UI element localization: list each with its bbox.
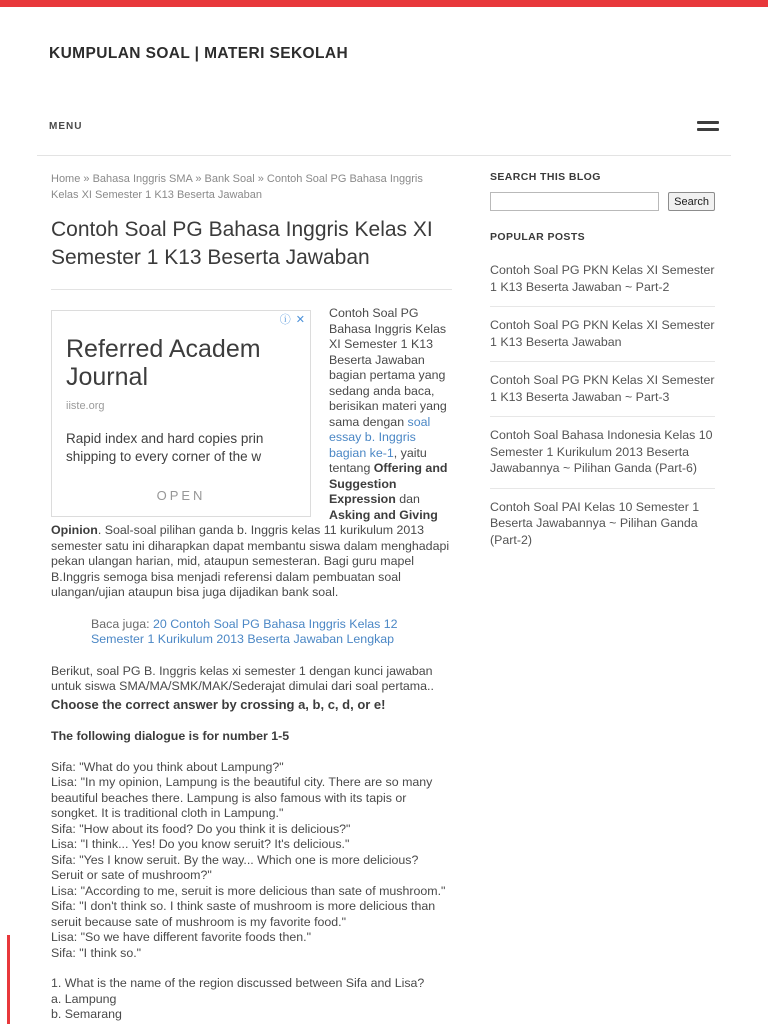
adchoices-icon[interactable]: ⓘ xyxy=(279,314,291,326)
dialogue-line: Sifa: "How about its food? Do you think it is delicious?" xyxy=(51,821,351,836)
content-area xyxy=(37,156,731,1023)
search-widget xyxy=(490,171,715,211)
answer-option: a. Lampung xyxy=(51,991,117,1006)
main-column xyxy=(51,171,452,1023)
dialogue-line: Sifa: "Yes I know seruit. By the way... Which one is more delicious? Seruit or sate of mushroom?" xyxy=(51,852,419,882)
breadcrumb-link[interactable]: Bank Soal xyxy=(204,173,255,185)
breadcrumb-separator: » xyxy=(83,173,90,185)
bold-opinion: Asking and Giving Opinion xyxy=(51,507,438,537)
breadcrumb-item xyxy=(205,173,267,185)
popular-posts-list xyxy=(490,252,715,559)
ad-body-text: Rapid index and hard copies prin shipping to every corner of the w xyxy=(66,430,264,464)
popular-post-link[interactable]: Contoh Soal PAI Kelas 10 Semester 1 Beserta Jawabannya ~ Pilihan Ganda (Part-2) xyxy=(490,499,700,547)
popular-posts-heading: POPULAR POSTS xyxy=(490,231,586,243)
answer-option: b. Semarang xyxy=(51,1007,122,1021)
baca-juga xyxy=(91,617,452,648)
dialogue-line: Sifa: "What do you think about Lampung?" xyxy=(51,759,284,774)
intro-paragraph xyxy=(51,306,452,601)
breadcrumb-link[interactable]: Bahasa Inggris SMA xyxy=(92,173,193,185)
ad-close-icon[interactable]: ✕ xyxy=(295,314,305,326)
post-body xyxy=(51,306,452,1023)
popular-post-link[interactable]: Contoh Soal PG PKN Kelas XI Semester 1 K13 Beserta Jawaban xyxy=(490,307,715,362)
menu-bar xyxy=(37,105,731,156)
berikut-paragraph: Berikut, soal PG B. Inggris kelas xi semester 1 dengan kunci jawaban untuk siswa SMA/MA/SMK/MAK/Sederajat dimulai dari soal pertama.. xyxy=(51,663,434,693)
question-text: 1. What is the name of the region discussed between Sifa and Lisa? xyxy=(51,976,425,990)
dialogue-line: Lisa: "According to me, seruit is more delicious than sate of mushroom." xyxy=(51,883,446,898)
breadcrumb-item xyxy=(93,173,205,185)
dialogue-line: Sifa: "I don't think so. I think saste of mushroom is more delicious than seruit because sate of mushroom is my favorite food." xyxy=(51,899,436,929)
sidebar xyxy=(490,171,715,1023)
post-title: Contoh Soal PG Bahasa Inggris Kelas XI Semester 1 K13 Beserta Jawaban xyxy=(51,216,452,290)
dialogue-line: Lisa: "In my opinion, Lampung is the beautiful city. There are so many beautiful beaches there. Lampung is also famous with its tapis or songket. It is traditional cloth in Lampung." xyxy=(51,775,433,820)
bold-offering: Offering and Suggestion Expression xyxy=(329,461,448,506)
hamburger-icon[interactable] xyxy=(697,115,719,137)
dialogue-line: Sifa: "I think so." xyxy=(51,945,142,960)
ad-open-button[interactable]: OPEN xyxy=(156,487,206,503)
menu-button[interactable]: MENU xyxy=(49,120,83,132)
dialogue-block xyxy=(51,760,452,962)
top-accent-bar xyxy=(0,0,768,7)
dialogue-line: Lisa: "So we have different favorite foods then." xyxy=(51,930,311,944)
left-edge-accent-bar xyxy=(7,935,10,1024)
soal-essay-link[interactable]: soal essay b. Inggris bagian ke-1 xyxy=(329,414,431,460)
popular-post-link[interactable]: Contoh Soal PG PKN Kelas XI Semester 1 K13 Beserta Jawaban ~ Part-2 xyxy=(490,252,715,307)
breadcrumb-item xyxy=(51,173,93,185)
popular-posts-widget xyxy=(490,231,715,559)
ad-domain: iiste.org xyxy=(66,400,105,412)
intro-text: Contoh Soal PG Bahasa Inggris Kelas XI Semester 1 K13 Beserta Jawaban bagian pertama yang sedang anda baca, berisikan materi yang sama dengan soal essay b. Inggris bagian ke-1, yaitu tentang Offering and Suggestion Expression dan Asking and Giving Opinion. Soal-soal pilihan ganda b. Inggris kelas 11 kurikulum 2013 semester satu ini diharapkan dapat membantu siswa dalam menghadapi pekan ulangan harian, mid, ataupun semesteran. Bagi guru mapel B.Inggris semoga bisa menjadi referensi dalam pembuatan soal ulangan/ujian ataupun bisa juga dijadikan bank soal. xyxy=(51,306,450,599)
breadcrumb-current: Contoh Soal PG Bahasa Inggris Kelas XI Semester 1 K13 Beserta Jawaban xyxy=(51,173,423,201)
ad-controls xyxy=(279,313,306,329)
search-input[interactable] xyxy=(490,192,659,211)
search-heading: SEARCH THIS BLOG xyxy=(490,171,601,183)
question-block xyxy=(51,976,452,1023)
breadcrumb xyxy=(51,171,452,203)
site-title[interactable]: KUMPULAN SOAL | MATERI SEKOLAH xyxy=(49,45,349,62)
popular-post-link[interactable]: Contoh Soal PG PKN Kelas XI Semester 1 K13 Beserta Jawaban ~ Part-3 xyxy=(490,362,715,417)
breadcrumb-separator: » xyxy=(257,173,264,185)
baca-juga-link[interactable]: 20 Contoh Soal PG Bahasa Inggris Kelas 12 Semester 1 Kurikulum 2013 Beserta Jawaban Lengkap xyxy=(91,616,398,646)
breadcrumb-separator: » xyxy=(195,173,202,185)
breadcrumb-link[interactable]: Home xyxy=(51,173,81,185)
site-header xyxy=(0,7,768,63)
dialogue-heading: The following dialogue is for number 1-5 xyxy=(51,729,290,743)
popular-post-link[interactable]: Contoh Soal Bahasa Indonesia Kelas 10 Semester 1 Kurikulum 2013 Beserta Jawabannya ~ Pilihan Ganda (Part-6) xyxy=(490,417,715,489)
ad-headline[interactable]: Referred Academ Journal xyxy=(66,335,261,391)
instruction-text: Choose the correct answer by crossing a, b, c, d, or e! xyxy=(51,696,386,712)
ad-unit[interactable] xyxy=(51,310,311,517)
baca-juga-prefix: Baca juga: xyxy=(91,616,153,631)
search-button[interactable]: Search xyxy=(668,192,715,211)
dialogue-line: Lisa: "I think... Yes! Do you know seruit? It's delicious." xyxy=(51,837,350,851)
